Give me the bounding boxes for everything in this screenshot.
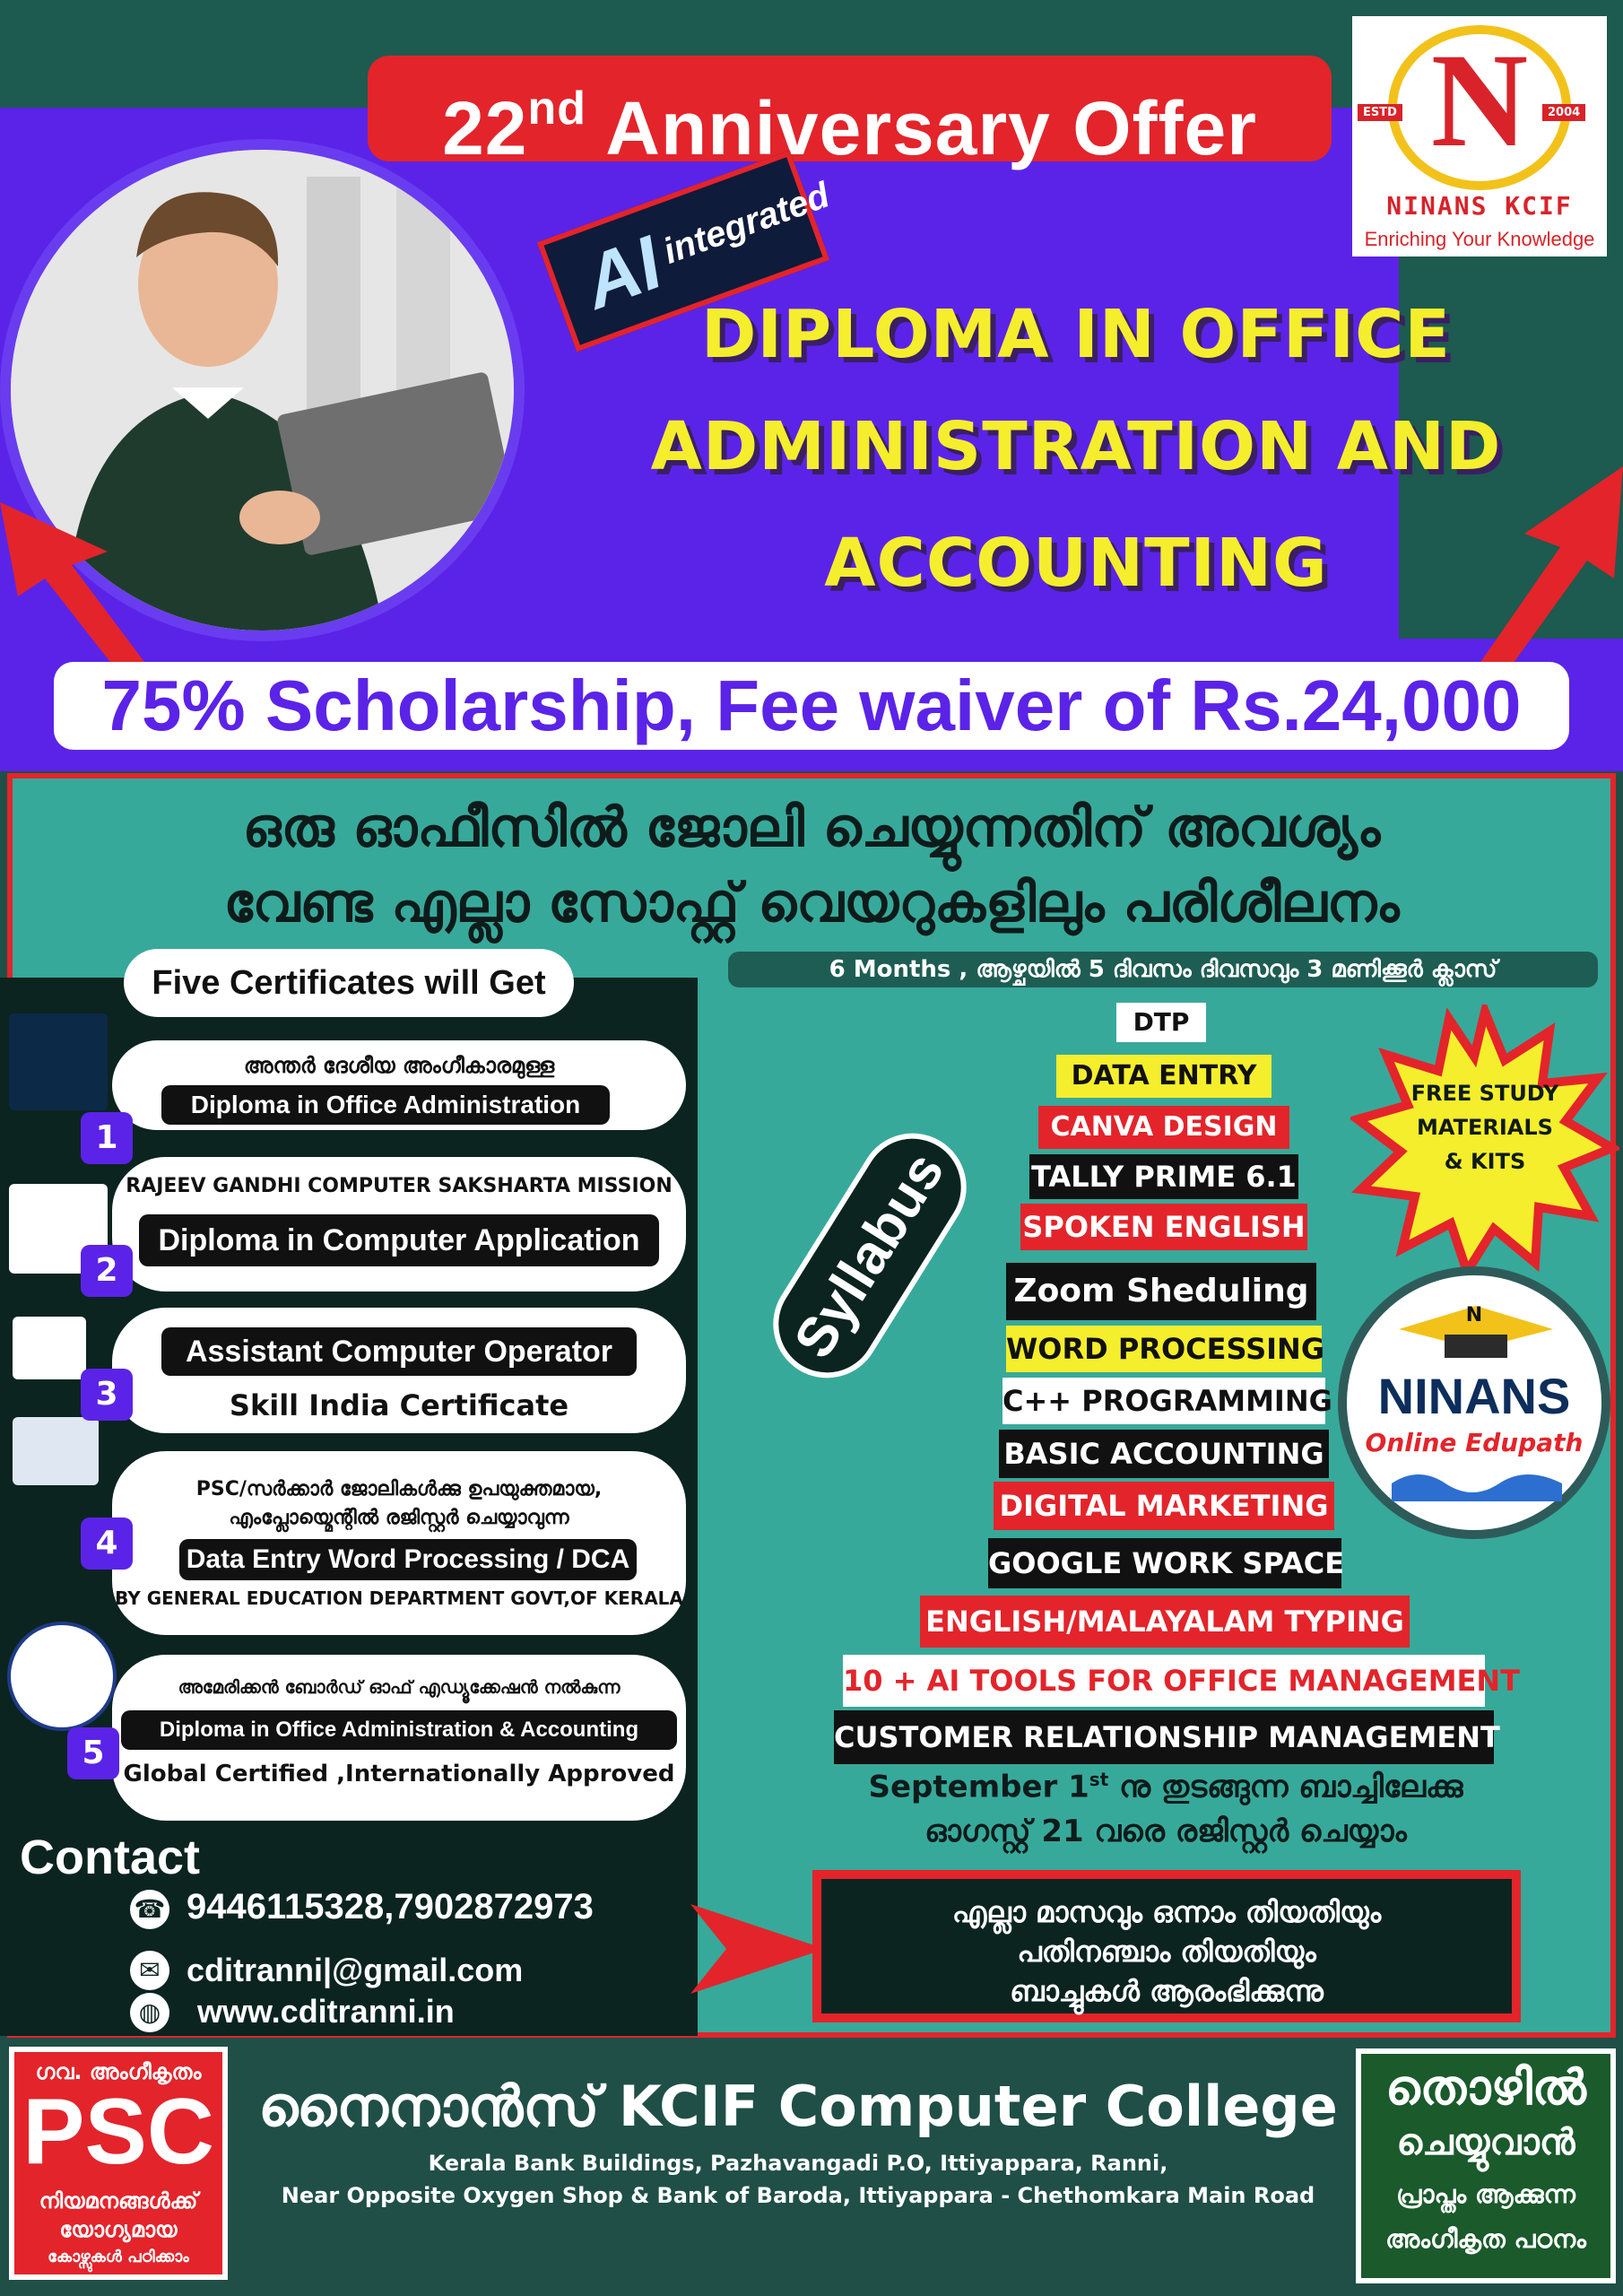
batch-start-line-2: ഓഗസ്റ്റ് 21 വരെ രജിസ്റ്റർ ചെയ്യാം (924, 1813, 1407, 1849)
career-line-3: പ്രാപ്തം ആക്കുന്ന (1396, 2179, 1575, 2209)
scholarship-banner: 75% Scholarship, Fee waiver of Rs.24,000 (54, 662, 1569, 750)
ninans-online-edupath-logo (1338, 1266, 1610, 1539)
course-title-line-1: DIPLOMA IN OFFICE (701, 296, 1451, 373)
certificate-2-label: Diploma in Computer Application (139, 1214, 659, 1266)
batch-start-text: നു തുടങ്ങുന്ന ബാച്ചിലേക്കു (1108, 1769, 1463, 1805)
pisdi-logo-icon (9, 1013, 108, 1110)
batch-start-date: September 1 (868, 1769, 1089, 1805)
syllabus-item-word-processing: WORD PROCESSING (1006, 1326, 1322, 1372)
course-title-line-3: ACCOUNTING (824, 525, 1328, 602)
psc-line-3: കോഴ്സുകൾ പഠിക്കാം (48, 2248, 189, 2266)
logo-name: NINANS KCIF (1386, 191, 1573, 221)
phone-icon: ☎ (130, 1890, 169, 1929)
certificates-heading: Five Certificates will Get (124, 949, 574, 1017)
syllabus-item-zoom-sheduling: Zoom Sheduling (1006, 1263, 1316, 1320)
syllabus-item-data-entry: DATA ENTRY (1056, 1055, 1271, 1098)
certificate-card-2 (112, 1157, 686, 1292)
certificate-card-3 (112, 1308, 686, 1433)
malayalam-headline-line-2: വേണ്ട എല്ലാ സോഫ്റ്റ് വെയറുകളിലും പരിശീലനം (223, 872, 1400, 935)
college-name: നൈനാൻസ് KCIF Computer College (258, 2074, 1338, 2139)
free-study-line-2: MATERIALS (1417, 1115, 1553, 1140)
globe-icon: ◍ (130, 1993, 169, 2032)
batch-start-line-1 (807, 1769, 1524, 1805)
logo-tagline: Enriching Your Knowledge (1364, 228, 1595, 250)
american-board-logo-icon (7, 1622, 117, 1731)
psc-line-2: യോഗ്യമായ (59, 2217, 178, 2242)
career-training-badge (1356, 2048, 1616, 2283)
psc-line-1: നിയമനങ്ങൾക്ക് (39, 2188, 198, 2213)
schedule-badge: 6 Months , ആഴ്ചയിൽ 5 ദിവസം ദിവസവും 3 മണിക്കൂർ ക്ലാസ് (728, 952, 1598, 987)
skill-india-logo-icon (13, 1317, 86, 1379)
logo-year: 2004 (1542, 104, 1585, 121)
contact-title: Contact (20, 1831, 200, 1884)
certificate-4-label: Data Entry Word Processing / DCA (179, 1539, 637, 1580)
psc-approved-badge (9, 2047, 228, 2280)
certificate-5-number: 5 (67, 1727, 119, 1779)
syllabus-item-dtp: DTP (1116, 1003, 1206, 1042)
edupath-letter: N (1465, 1304, 1483, 1326)
certificate-card-5 (112, 1655, 686, 1821)
certificate-1-top-line: അന്തർ ദേശീയ അംഗീകാരമുള്ള (243, 1053, 555, 1078)
syllabus-item-ai-tools: 10 + AI TOOLS FOR OFFICE MANAGEMENT (843, 1655, 1485, 1707)
career-line-2: ചെയ്യുവാൻ (1396, 2122, 1575, 2163)
certificate-5-bottom-line: Global Certified ,Internationally Approved (123, 1761, 675, 1787)
course-title-line-2: ADMINISTRATION AND (650, 408, 1502, 485)
syllabus-item-typing: ENGLISH/MALAYALAM TYPING (920, 1596, 1410, 1648)
certificate-4-number: 4 (81, 1518, 133, 1570)
logo-estd: ESTD (1358, 104, 1402, 121)
address-line-1: Kerala Bank Buildings, Pazhavangadi P.O, Ittiyappara, Ranni, (428, 2151, 1168, 2176)
certificate-card-1 (112, 1040, 686, 1130)
monthly-batches-line-2: പതിനഞ്ചാം തിയതിയും (1017, 1935, 1316, 1969)
free-study-text (1395, 1076, 1575, 1178)
ai-badge-letters: AI (572, 220, 673, 326)
syllabus-item-cpp-programming: C++ PROGRAMMING (1002, 1378, 1325, 1424)
wave-icon (1392, 1465, 1562, 1501)
mail-icon: ✉ (130, 1951, 169, 1990)
contact-website[interactable]: www.cditranni.in (197, 1993, 455, 2030)
ninans-kcif-logo (1352, 16, 1607, 257)
certificate-5-label: Diploma in Office Administration & Accounting (121, 1710, 677, 1750)
syllabus-item-basic-accounting: BASIC ACCOUNTING (999, 1430, 1329, 1478)
certificate-2-top-line: RAJEEV GANDHI COMPUTER SAKSHARTA MISSION (126, 1175, 673, 1197)
career-line-4: അംഗീകൃത പഠനം (1385, 2224, 1586, 2254)
certificate-4-bottom-line: BY GENERAL EDUCATION DEPARTMENT GOVT,OF KERALA (115, 1587, 683, 1609)
contact-email[interactable]: cditranni|@gmail.com (187, 1952, 524, 1988)
arrow-left-decoration (0, 466, 179, 682)
certificate-3-bottom-line: Skill India Certificate (229, 1388, 569, 1422)
syllabus-item-digital-marketing: DIGITAL MARKETING (994, 1482, 1334, 1530)
certificate-4-top-line: PSC/സർക്കാർ ജോലികൾക്കു ഉപയുക്തമായ, (195, 1478, 603, 1500)
monthly-batches-line-1: എല്ലാ മാസവും ഒന്നാം തിയതിയും (951, 1895, 1382, 1929)
monthly-batches-line-3: ബാച്ചുകൾ ആരംഭിക്കുന്നു (1010, 1974, 1324, 2008)
syllabus-item-google-work-space: GOOGLE WORK SPACE (988, 1538, 1341, 1588)
psc-big-text: PSC (22, 2080, 214, 2184)
src-logo-icon (13, 1417, 99, 1485)
certificate-3-number: 3 (81, 1369, 133, 1421)
certificate-2-number: 2 (81, 1245, 133, 1297)
contact-phone[interactable]: 9446115328,7902872973 (187, 1887, 594, 1926)
anniversary-text: Anniversary Offer (605, 86, 1257, 170)
syllabus-item-crm: CUSTOMER RELATIONSHIP MANAGEMENT (834, 1710, 1494, 1764)
psc-top-text: ഗവ. അംഗീകൃതം (35, 2059, 202, 2084)
certificate-4-top-line-2: എംപ്ലോയ്മെന്റിൽ രജിസ്റ്റർ ചെയ്യാവുന്ന (229, 1507, 569, 1529)
certificate-5-top-line: അമേരിക്കൻ ബോർഡ് ഓഫ് എഡ്യൂക്കേഷൻ നൽകുന്ന (178, 1676, 621, 1698)
syllabus-label: Syllabus (753, 1113, 987, 1398)
anniversary-number: 22 (442, 86, 528, 170)
free-study-line-3: & KITS (1444, 1149, 1526, 1174)
certificate-3-label: Assistant Computer Operator (161, 1327, 637, 1376)
certificate-card-4 (112, 1451, 686, 1635)
syllabus-item-tally-prime: TALLY PRIME 6.1 (1029, 1154, 1298, 1199)
malayalam-headline-line-1: ഒരു ഓഫീസിൽ ജോലി ചെയ്യുന്നതിന് അവശ്യം (242, 796, 1381, 859)
career-line-1: തൊഴിൽ (1385, 2059, 1586, 2116)
logo-letter: N (1430, 26, 1529, 175)
edupath-subtitle: Online Edupath (1365, 1428, 1584, 1457)
anniversary-offer-banner (368, 56, 1332, 170)
address-line-2: Near Opposite Oxygen Shop & Bank of Baroda, Ittiyappara - Chethomkara Main Road (281, 2183, 1315, 2208)
anniversary-suffix: nd (527, 83, 587, 135)
monthly-batches-box (812, 1870, 1521, 2022)
ai-badge-text: integrated (657, 175, 835, 272)
certificate-1-label: Diploma in Office Administration (161, 1085, 610, 1125)
batch-start-date-suffix: st (1089, 1769, 1109, 1790)
edupath-name: NINANS (1377, 1368, 1571, 1424)
certificate-1-number: 1 (81, 1112, 133, 1164)
free-study-line-1: FREE STUDY (1410, 1081, 1559, 1106)
syllabus-item-canva-design: CANVA DESIGN (1038, 1106, 1289, 1149)
syllabus-item-spoken-english: SPOKEN ENGLISH (1020, 1204, 1307, 1250)
